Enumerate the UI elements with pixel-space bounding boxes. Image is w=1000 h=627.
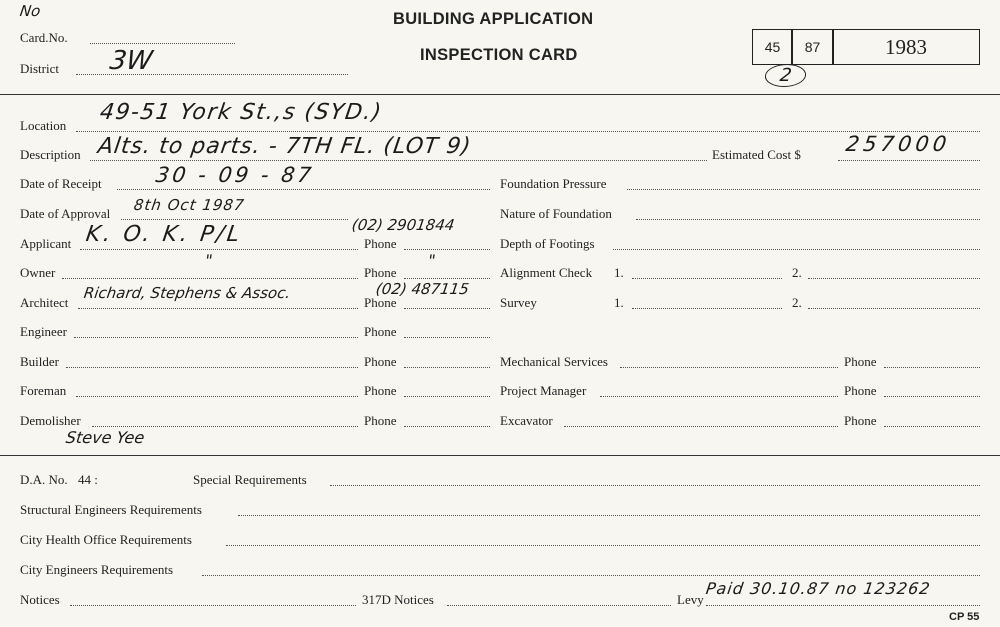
- card-box-a: 45: [752, 29, 793, 65]
- location-line[interactable]: [76, 131, 980, 132]
- excavator-line[interactable]: [564, 426, 838, 427]
- demolisher-value: Steve Yee: [64, 428, 146, 447]
- owner-phone-label: Phone: [364, 265, 397, 280]
- project-manager-phone-line[interactable]: [884, 396, 980, 397]
- date-of-approval-line[interactable]: [121, 219, 348, 220]
- alignment-check-1-label: 1.: [614, 265, 624, 280]
- date-of-receipt-value: 30 - 09 - 87: [154, 163, 316, 187]
- card-box-b: 87: [791, 29, 834, 65]
- engineer-phone-line[interactable]: [404, 337, 490, 338]
- survey-1-label: 1.: [614, 295, 624, 310]
- date-of-receipt-label: Date of Receipt: [20, 176, 102, 191]
- survey-2-line[interactable]: [808, 308, 980, 309]
- owner-label: Owner: [20, 265, 56, 280]
- demolisher-phone-line[interactable]: [404, 426, 490, 427]
- demolisher-line[interactable]: [92, 426, 358, 427]
- notices-317d-line[interactable]: [447, 605, 671, 606]
- special-requirements-label: Special Requirements: [193, 472, 307, 487]
- card-no-label: Card.No.: [20, 30, 68, 45]
- form-title: BUILDING APPLICATION: [393, 10, 594, 28]
- city-engineers-label: City Engineers Requirements: [20, 562, 174, 577]
- city-health-line[interactable]: [226, 545, 980, 546]
- nature-of-foundation-label: Nature of Foundation: [500, 206, 612, 221]
- structural-engineers-line[interactable]: [238, 515, 980, 516]
- foundation-pressure-line[interactable]: [627, 189, 980, 190]
- description-value: Alts. to parts. - 7TH FL. (LOT 9): [96, 134, 473, 159]
- architect-phone-line[interactable]: [404, 308, 490, 309]
- estimated-cost-value: 257000: [844, 132, 952, 156]
- form-code: CP 55: [949, 611, 980, 623]
- owner-phone-line[interactable]: [404, 278, 490, 279]
- estimated-cost-label: Estimated Cost $: [712, 147, 801, 162]
- notices-317d-label: 317D Notices: [362, 592, 434, 607]
- architect-value: Richard, Stephens & Assoc.: [82, 284, 292, 302]
- location-value: 49-51 York St.,s (SYD.): [98, 100, 384, 125]
- city-engineers-line[interactable]: [202, 575, 980, 576]
- structural-engineers-label: Structural Engineers Requirements: [20, 502, 202, 517]
- location-label: Location: [20, 118, 67, 133]
- alignment-check-2-line[interactable]: [808, 278, 980, 279]
- city-health-label: City Health Office Requirements: [20, 532, 192, 547]
- no-handwritten-mark: No: [18, 2, 42, 20]
- year-box: 1983: [832, 29, 980, 65]
- project-manager-line[interactable]: [600, 396, 838, 397]
- builder-phone-label: Phone: [364, 354, 397, 369]
- alignment-check-1-line[interactable]: [632, 278, 782, 279]
- da-no-label: D.A. No.: [20, 472, 68, 487]
- circled-mark: 2: [763, 64, 808, 87]
- da-no-value: 44 :: [78, 472, 98, 487]
- builder-line[interactable]: [66, 367, 358, 368]
- engineer-phone-label: Phone: [364, 324, 397, 339]
- demolisher-phone-label: Phone: [364, 413, 397, 428]
- district-value: 3W: [107, 46, 155, 76]
- architect-label: Architect: [20, 295, 69, 310]
- excavator-phone-label: Phone: [844, 413, 877, 428]
- description-line[interactable]: [90, 160, 707, 161]
- foreman-label: Foreman: [20, 383, 67, 398]
- mechanical-services-line[interactable]: [620, 367, 838, 368]
- engineer-line[interactable]: [74, 337, 358, 338]
- project-manager-phone-label: Phone: [844, 383, 877, 398]
- date-of-approval-label: Date of Approval: [20, 206, 111, 221]
- estimated-cost-line[interactable]: [838, 160, 980, 161]
- levy-line[interactable]: [706, 605, 980, 606]
- levy-value: Paid 30.10.87 no 123262: [704, 579, 932, 598]
- date-of-receipt-line[interactable]: [117, 189, 490, 190]
- project-manager-label: Project Manager: [500, 383, 587, 398]
- mechanical-services-phone-label: Phone: [844, 354, 877, 369]
- foreman-line[interactable]: [76, 396, 358, 397]
- levy-label: Levy: [677, 592, 704, 607]
- builder-phone-line[interactable]: [404, 367, 490, 368]
- foreman-phone-label: Phone: [364, 383, 397, 398]
- foundation-pressure-label: Foundation Pressure: [500, 176, 607, 191]
- special-requirements-line[interactable]: [330, 485, 980, 486]
- survey-2-label: 2.: [792, 295, 802, 310]
- demolisher-label: Demolisher: [20, 413, 81, 428]
- mechanical-services-label: Mechanical Services: [500, 354, 608, 369]
- depth-of-footings-label: Depth of Footings: [500, 236, 595, 251]
- alignment-check-label: Alignment Check: [500, 265, 593, 280]
- survey-1-line[interactable]: [632, 308, 782, 309]
- date-of-approval-value: 8th Oct 1987: [132, 196, 246, 214]
- mechanical-services-phone-line[interactable]: [884, 367, 980, 368]
- alignment-check-2-label: 2.: [792, 265, 802, 280]
- applicant-line[interactable]: [80, 249, 358, 250]
- notices-line[interactable]: [70, 605, 356, 606]
- nature-of-foundation-line[interactable]: [636, 219, 980, 220]
- notices-label: Notices: [20, 592, 60, 607]
- applicant-phone-line[interactable]: [404, 249, 490, 250]
- architect-phone-value: (02) 487115: [374, 280, 471, 298]
- applicant-phone-label: Phone: [364, 236, 397, 251]
- applicant-value: K. O. K. P/L: [84, 222, 244, 247]
- district-label: District: [20, 61, 59, 76]
- owner-value: ": [203, 251, 214, 270]
- bottom-section-divider: [0, 455, 1000, 456]
- owner-line[interactable]: [62, 278, 358, 279]
- card-no-line[interactable]: [90, 43, 235, 44]
- applicant-label: Applicant: [20, 236, 72, 251]
- depth-of-footings-line[interactable]: [613, 249, 980, 250]
- owner-phone-value: ": [426, 251, 437, 270]
- header-divider: [0, 94, 1000, 95]
- description-label: Description: [20, 147, 81, 162]
- excavator-phone-line[interactable]: [884, 426, 980, 427]
- applicant-phone-value: (02) 2901844: [350, 216, 456, 234]
- foreman-phone-line[interactable]: [404, 396, 490, 397]
- builder-label: Builder: [20, 354, 59, 369]
- form-subtitle: INSPECTION CARD: [420, 46, 578, 64]
- survey-label: Survey: [500, 295, 537, 310]
- engineer-label: Engineer: [20, 324, 67, 339]
- architect-line[interactable]: [78, 308, 358, 309]
- architect-phone-label: Phone: [364, 295, 397, 310]
- excavator-label: Excavator: [500, 413, 553, 428]
